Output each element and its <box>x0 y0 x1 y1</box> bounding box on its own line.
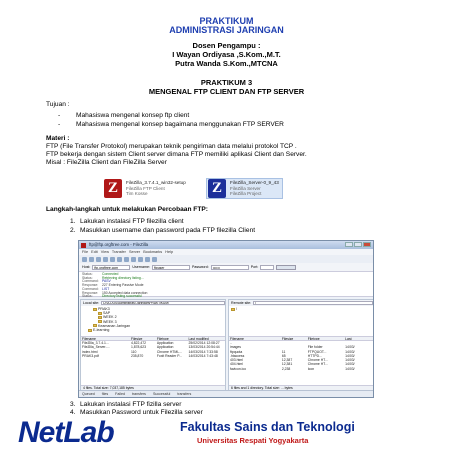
port-input[interactable] <box>260 265 274 270</box>
folder-icon <box>93 308 97 311</box>
file-cell: .. <box>230 341 232 345</box>
tree-node-label: SAP <box>103 311 111 316</box>
log-message: Retrieving directory listing... <box>102 275 144 280</box>
tree-node-label: WEEK 3 <box>103 319 117 324</box>
toolbar-icon[interactable] <box>145 257 150 262</box>
materi-line-2: FTP bekerja dengan sistem Client server dimana FTP memiliki aplikasi Client dan Server. <box>46 151 307 158</box>
column-header[interactable]: Filesize <box>281 337 294 340</box>
file-cell: 1,878,623 <box>130 345 147 350</box>
file-cell: images <box>230 345 241 350</box>
local-file-list <box>81 341 225 358</box>
log-label: Status: <box>82 294 93 299</box>
tree-node-label: WEEK 2 <box>103 315 117 320</box>
step-3-text: Lakukan instalasi FTP fizilla server <box>80 401 182 408</box>
remote-root[interactable]: / <box>236 307 237 311</box>
log-label: Response: <box>82 290 99 295</box>
file-cell: 12,381 <box>281 362 293 367</box>
folder-icon <box>88 329 92 332</box>
step-4-text: Masukkan Password untuk Filezilla server <box>80 409 203 416</box>
maximize-icon[interactable] <box>354 242 362 247</box>
filezilla-app-icon <box>81 243 86 248</box>
materi-line-1: FTP (File Transfer Protokol) merupakan teknik pengiriman data melalui protokol TCP . <box>46 143 297 150</box>
file-cell: 14/03/2014 7:43:48 <box>188 353 218 358</box>
file-cell: Icon <box>307 366 315 371</box>
installer-filename: FileZilla_Server-0_9_43 <box>230 180 279 186</box>
local-site-path[interactable]: D:\A.DOS\Administrasi Jaringan\PRAKTIKUM\ <box>101 301 225 306</box>
lecturer-label: Dosen Pengampu : <box>192 41 261 50</box>
tujuan-item-2: Mahasiswa mengenal konsep bagaimana menggunakan FTP SERVER <box>76 121 284 128</box>
installer-publisher: FileZilla Project <box>230 191 262 197</box>
local-directory-tree <box>81 306 225 336</box>
password-label: Password: <box>191 265 209 269</box>
quickconnect-bar <box>79 263 373 271</box>
message-log <box>79 271 373 297</box>
file-cell: ftpquota <box>230 349 243 354</box>
file-cell: 13/03/2014 20:54:44 <box>188 345 220 350</box>
file-cell: favicon.ico <box>230 366 247 371</box>
materi-line-3: Misal : FileZilla Client dan FileZilla Server <box>46 159 167 166</box>
file-cell: 404.html <box>230 362 244 367</box>
toolbar-icon[interactable] <box>89 257 94 262</box>
materi-label: Materi : <box>46 135 70 142</box>
file-cell: 14/03/2014 7:33:58 <box>188 349 218 354</box>
remote-site-label: Remote site: <box>231 301 252 305</box>
filezilla-client-icon: Z <box>104 179 122 198</box>
minimize-icon[interactable] <box>345 242 353 247</box>
file-cell: 110 <box>130 349 137 354</box>
file-cell: Application <box>156 341 174 345</box>
file-cell: FTPQUOT... <box>307 349 327 354</box>
folder-icon <box>93 324 97 327</box>
file-cell: Chrome HTML... <box>156 349 182 354</box>
port-label: Port: <box>250 265 259 269</box>
window-title: ftp@ftp.orgftree.com - FileZilla <box>89 242 149 247</box>
log-message: Connected <box>102 272 119 276</box>
reconnect-icon[interactable] <box>138 257 143 262</box>
tujuan-label: Tujuan : <box>46 101 70 108</box>
log-label: Command: <box>82 279 99 284</box>
lecturer-name-1: I Wayan Ordiyasa ,S.Kom.,M.T. <box>172 50 281 59</box>
folder-icon <box>231 308 235 311</box>
toolbar-icon[interactable] <box>117 257 122 262</box>
column-header[interactable]: Filename <box>82 337 96 340</box>
disconnect-icon[interactable] <box>131 257 136 262</box>
bullet-dash: - <box>58 121 61 128</box>
column-header[interactable]: Filetype <box>156 337 169 340</box>
installer-description: FileZilla FTP Client <box>126 185 165 191</box>
password-input[interactable]: •••••• <box>211 265 249 270</box>
practicum-number: PRAKTIKUM 3 <box>200 78 253 87</box>
file-cell: 14/03/ <box>345 362 355 367</box>
username-label: Username: <box>132 265 150 269</box>
file-cell: 11 <box>281 349 286 354</box>
folder-icon <box>98 320 102 323</box>
log-label: Command: <box>82 286 99 291</box>
tujuan-item-1: Mahasiswa mengenal konsep ftp client <box>76 112 190 119</box>
langkah-label: Langkah-langkah untuk melakukan Percobaan FTP: <box>46 206 208 213</box>
folder-icon <box>98 312 102 315</box>
file-cell: Application <box>156 345 174 350</box>
log-message: LIST <box>102 286 110 291</box>
filezilla-server-installer[interactable] <box>206 178 283 199</box>
file-cell: HTTPD... <box>307 353 322 358</box>
file-cell: 14/03/ <box>345 366 355 371</box>
column-header[interactable]: Last <box>345 337 352 340</box>
file-row[interactable] <box>81 354 225 358</box>
file-cell: 235,870 <box>130 353 144 358</box>
doc-title-line2: ADMINISTRASI JARINGAN <box>169 25 284 35</box>
log-message: 150 Accepted data connection <box>102 290 148 295</box>
local-site-pane <box>80 299 226 391</box>
filezilla-titlebar <box>79 241 373 249</box>
log-label: Status: <box>82 275 93 280</box>
host-input[interactable]: ftp.orgftree.com <box>92 265 130 270</box>
file-cell: FileZilla_Server-... <box>82 345 110 350</box>
step-2-text: Masukkan username dan password pada FTP filezilla Client <box>80 227 256 234</box>
close-icon[interactable] <box>363 242 371 247</box>
doc-title-line1: PRAKTIKUM <box>199 16 254 26</box>
installer-description: FileZilla Server <box>230 185 261 191</box>
column-header[interactable]: Last modified <box>188 337 209 340</box>
step-number: 2. <box>70 227 76 234</box>
filezilla-client-installer[interactable] <box>104 178 186 199</box>
file-cell: 12,387 <box>281 358 293 363</box>
remote-file-list <box>229 341 373 371</box>
log-label: Response: <box>82 283 99 288</box>
practicum-topic: MENGENAL FTP CLIENT DAN FTP SERVER <box>148 87 305 96</box>
toolbar-icon[interactable] <box>96 257 101 262</box>
column-header[interactable]: Filetype <box>307 337 320 340</box>
university-name: Universitas Respati Yogyakarta <box>197 436 309 445</box>
cancel-icon[interactable] <box>124 257 129 262</box>
installer-filename: FileZilla_3.7.4.1_win32-setup <box>126 180 186 186</box>
file-cell: PRAK3.pdf <box>82 353 99 358</box>
folder-icon <box>98 316 102 319</box>
log-label: Status: <box>82 272 93 276</box>
file-cell: FileZilla_3.7.4.1... <box>82 341 109 345</box>
file-cell: 65 <box>281 353 286 358</box>
log-message: 227 Entering Passive Mode <box>102 283 144 288</box>
netlab-logo <box>18 418 114 448</box>
toolbar-icon[interactable] <box>103 257 108 262</box>
log-message: PASV <box>102 279 111 284</box>
remote-site-path[interactable]: / <box>253 301 373 306</box>
step-number: 3. <box>70 401 76 408</box>
column-header[interactable]: Filesize <box>130 337 143 340</box>
log-message: Directory listing successful <box>102 294 142 299</box>
bullet-dash: - <box>58 112 61 119</box>
tree-node[interactable] <box>83 328 223 332</box>
step-number: 1. <box>70 218 76 225</box>
file-cell: 14/03/ <box>345 349 355 354</box>
tree-node-label: PRAK3 <box>98 307 110 311</box>
toolbar <box>79 255 373 263</box>
file-cell: 14/03/ <box>345 345 355 350</box>
filezilla-server-icon: Z <box>208 179 226 198</box>
netlab-logo-text: NetLab <box>18 416 114 449</box>
search-icon[interactable] <box>152 257 157 262</box>
file-cell: 14/03/ <box>345 353 355 358</box>
file-cell: Chrome HT... <box>307 358 328 363</box>
tree-node-label: E-learning <box>93 328 110 333</box>
filezilla-window-screenshot <box>78 240 374 398</box>
quickconnect-button[interactable] <box>276 265 296 270</box>
file-cell: Chrome HT... <box>307 362 328 367</box>
tree-node-label: Keamanan Jaringan <box>98 323 131 328</box>
refresh-icon[interactable] <box>110 257 115 262</box>
host-label: Host: <box>82 265 91 269</box>
file-cell: 4,822,472 <box>130 341 147 345</box>
installer-publisher: Tim Kosse <box>126 191 148 197</box>
queue-tabs[interactable]: Queued files Failed transfers Successful transfers <box>79 390 374 397</box>
remote-status: 6 files and 1 directory. Total size: ... bytes <box>229 385 373 390</box>
faculty-name: Fakultas Sains dan Teknologi <box>180 420 355 434</box>
local-site-label: Local site: <box>83 301 100 305</box>
file-cell: .htaccess <box>230 353 245 358</box>
remote-directory-tree <box>229 306 373 336</box>
menu-bar[interactable]: File Edit View Transfer Server Bookmarks Help <box>79 249 373 255</box>
file-cell: index.html <box>82 349 98 354</box>
local-status: 4 files. Total size: 7,037,185 bytes <box>81 385 225 390</box>
step-number: 4. <box>70 409 76 416</box>
remote-site-pane <box>228 299 374 391</box>
username-input[interactable]: ftpuser <box>152 265 190 270</box>
site-manager-icon[interactable] <box>82 257 87 262</box>
file-cell: 2,238 <box>281 366 291 371</box>
file-cell: File folder <box>307 345 323 350</box>
file-cell: 14/03/ <box>345 358 355 363</box>
step-1-text: Lakukan instalasi FTP filezilla client <box>80 218 184 225</box>
file-row[interactable] <box>229 367 373 371</box>
lecturer-name-2: Putra Wanda S.Kom.,MTCNA <box>175 59 278 68</box>
file-cell: 25/02/2014 12:08:27 <box>188 341 220 345</box>
file-cell: 403.html <box>230 358 244 363</box>
file-cell: Foxit Reader P... <box>156 353 182 358</box>
column-header[interactable]: Filename <box>230 337 244 340</box>
